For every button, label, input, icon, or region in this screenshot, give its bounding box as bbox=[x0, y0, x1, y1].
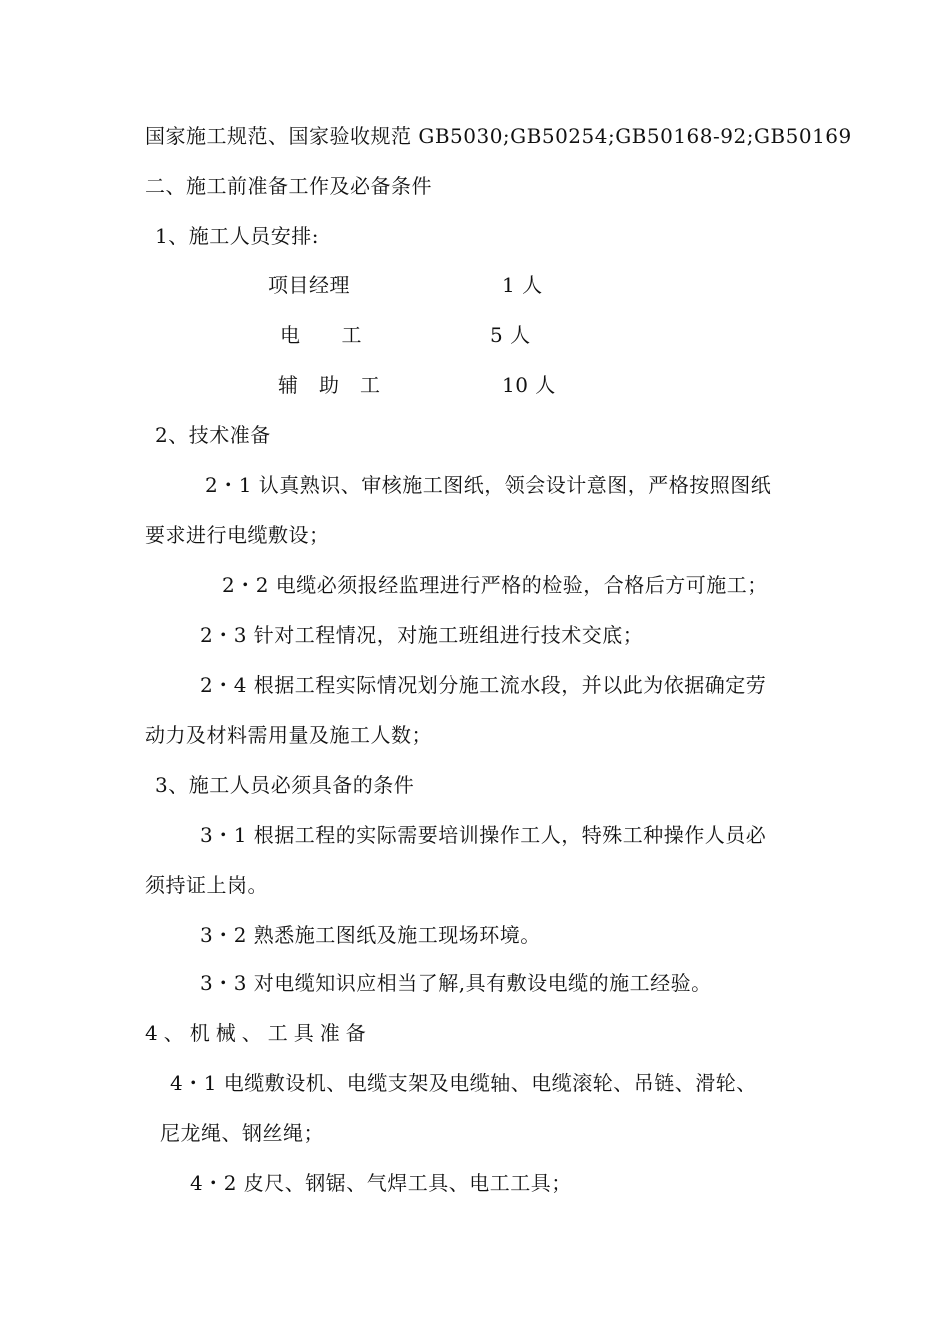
item-2-4-line-1: 2・4 根据工程实际情况划分施工流水段，并以此为依据确定劳 bbox=[200, 673, 767, 697]
section-2-heading: 二、施工前准备工作及必备条件 bbox=[145, 174, 432, 198]
item-2-1-line-2: 要求进行电缆敷设； bbox=[145, 523, 330, 547]
machinery-tools-heading: 4、机械、工具准备 bbox=[145, 1021, 372, 1045]
staff-count-manager: 1 人 bbox=[502, 273, 543, 297]
item-2-1-line-1: 2・1 认真熟识、审核施工图纸，领会设计意图，严格按照图纸 bbox=[205, 473, 772, 497]
staff-role-manager: 项目经理 bbox=[268, 273, 350, 297]
item-3-1-line-2: 须持证上岗。 bbox=[145, 873, 268, 897]
item-4-1-line-1: 4・1 电缆敷设机、电缆支架及电缆轴、电缆滚轮、吊链、滑轮、 bbox=[170, 1071, 757, 1095]
staff-role-electrician: 电 工 bbox=[280, 323, 362, 347]
item-4-2: 4・2 皮尺、钢锯、气焊工具、电工工具； bbox=[190, 1171, 572, 1195]
tech-prep-heading: 2、技术准备 bbox=[155, 423, 271, 447]
item-3-2: 3・2 熟悉施工图纸及施工现场环境。 bbox=[200, 923, 541, 947]
personnel-conditions-heading: 3、施工人员必须具备的条件 bbox=[155, 773, 415, 797]
staff-role-helper: 辅 助 工 bbox=[278, 373, 381, 397]
item-3-3: 3・3 对电缆知识应相当了解,具有敷设电缆的施工经验。 bbox=[200, 971, 712, 995]
staff-count-helper: 10 人 bbox=[502, 373, 556, 397]
item-3-1-line-1: 3・1 根据工程的实际需要培训操作工人，特殊工种操作人员必 bbox=[200, 823, 767, 847]
staff-heading: 1、施工人员安排: bbox=[155, 224, 319, 248]
staff-count-electrician: 5 人 bbox=[490, 323, 531, 347]
item-2-2: 2・2 电缆必须报经监理进行严格的检验，合格后方可施工； bbox=[222, 573, 768, 597]
item-4-1-line-2: 尼龙绳、钢丝绳； bbox=[160, 1121, 324, 1145]
standards-line: 国家施工规范、国家验收规范 GB5030;GB50254;GB50168-92;GB50169 bbox=[145, 124, 852, 148]
item-2-3: 2・3 针对工程情况，对施工班组进行技术交底； bbox=[200, 623, 644, 647]
item-2-4-line-2: 动力及材料需用量及施工人数； bbox=[145, 723, 432, 747]
